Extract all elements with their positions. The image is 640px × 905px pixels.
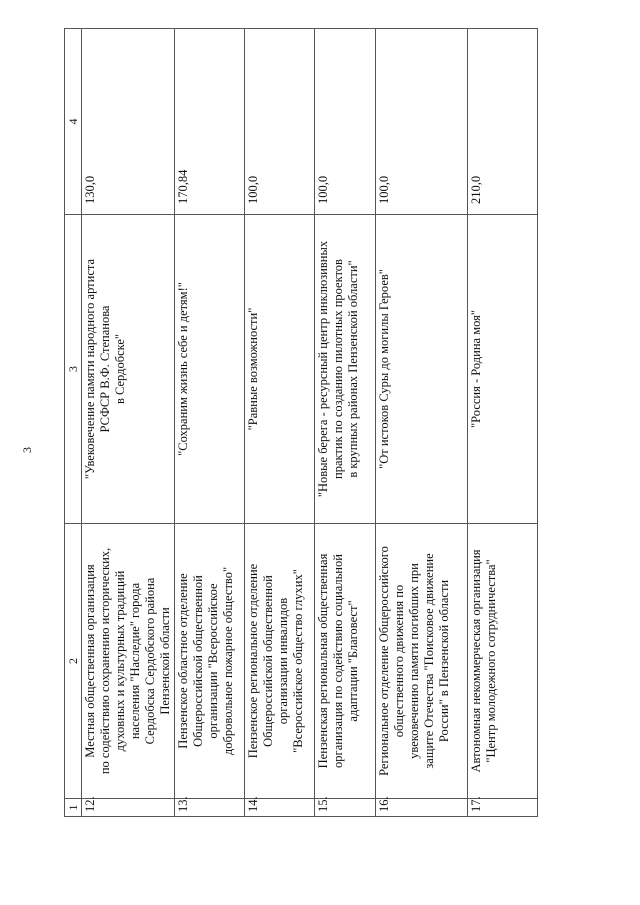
project-line: "Новые берега - ресурсный центр инклюзивных — [316, 240, 330, 498]
project-line: в крупных районах Пензенской области" — [346, 260, 360, 478]
project-cell — [175, 215, 245, 524]
organization-line: Общероссийской общественной — [191, 575, 205, 747]
project-line: практик по созданию пилотных проектов — [331, 259, 345, 479]
project-line: "Россия - Родина моя" — [469, 310, 483, 428]
amount-cell: 100,0 — [315, 29, 376, 215]
project-line: в Сердобске" — [113, 333, 127, 405]
table-row — [82, 29, 175, 817]
organization-line: добровольное пожарное общество" — [221, 566, 235, 756]
table-row — [245, 29, 315, 817]
organization-cell — [82, 524, 175, 799]
organization-line: Общероссийской общественной — [261, 575, 275, 747]
organization-line: по содействию сохранению исторических, — [98, 547, 112, 775]
row-number: 12. — [82, 799, 175, 817]
organization-line: Сердобска Сердобского района — [143, 577, 157, 745]
organization-line: "Центр молодежного сотрудничества" — [484, 559, 498, 763]
organization-line: организация по содействию социальной — [331, 554, 345, 768]
organization-line: Пензенское областное отделение — [176, 573, 190, 749]
row-number: 17. — [468, 799, 538, 817]
organization-line: духовных и культурных традиций — [113, 570, 127, 752]
organization-line: Пензенское региональное отделение — [246, 563, 260, 759]
organization-line: Пензенская региональная общественная — [316, 553, 330, 769]
organization-line: Региональное отделение Общероссийского — [377, 546, 391, 776]
organization-line: организации инвалидов — [276, 597, 290, 725]
organization-line: Автономная некоммерческая организация — [469, 549, 483, 773]
organization-cell — [175, 524, 245, 799]
amount-cell: 100,0 — [376, 29, 468, 215]
project-line: "От истоков Суры до могилы Героев" — [377, 269, 391, 469]
organization-cell — [315, 524, 376, 799]
organization-line: "Всероссийское общество глухих" — [291, 569, 305, 753]
table-row — [175, 29, 245, 817]
column-header: 3 — [65, 215, 82, 524]
table-row — [468, 29, 538, 817]
document-page — [20, 15, 620, 885]
project-cell — [245, 215, 315, 524]
organization-cell — [376, 524, 468, 799]
organization-line: адаптации "Благовест" — [346, 600, 360, 722]
organization-line: России" в Пензенской области — [437, 579, 451, 743]
organization-line: защите Отечества "Поисковое движение — [422, 553, 436, 769]
project-line: "Увековечение памяти народного артиста — [83, 258, 97, 480]
project-line: "Равные возможности" — [246, 307, 260, 431]
row-number: 14. — [245, 799, 315, 817]
organization-cell — [245, 524, 315, 799]
column-header: 1 — [65, 799, 82, 817]
header-row — [65, 29, 82, 817]
organization-cell — [468, 524, 538, 799]
table-row — [315, 29, 376, 817]
row-number: 16. — [376, 799, 468, 817]
amount-cell: 170,84 — [175, 29, 245, 215]
project-cell — [82, 215, 175, 524]
organization-line: общественного движения по — [392, 584, 406, 738]
organization-line: населения "Наследие" города — [128, 582, 142, 740]
organization-line: организации "Всероссийское — [206, 583, 220, 739]
project-cell — [468, 215, 538, 524]
project-line: "Сохраним жизнь себе и детям!" — [176, 282, 190, 456]
grants-table — [64, 28, 538, 817]
project-cell — [376, 215, 468, 524]
column-header: 4 — [65, 29, 82, 215]
page-number: 3 — [20, 447, 34, 453]
organization-line: увековечению памяти погибших при — [407, 563, 421, 759]
table-body — [82, 29, 538, 817]
row-number: 15. — [315, 799, 376, 817]
amount-cell: 100,0 — [245, 29, 315, 215]
row-number: 13. — [175, 799, 245, 817]
column-header: 2 — [65, 524, 82, 799]
organization-line: Пензенской области — [158, 607, 172, 715]
amount-cell: 210,0 — [468, 29, 538, 215]
project-cell — [315, 215, 376, 524]
project-line: РСФСР В.Ф. Степанова — [98, 305, 112, 433]
table-row — [376, 29, 468, 817]
organization-line: Местная общественная организация — [83, 564, 97, 758]
amount-cell: 130,0 — [82, 29, 175, 215]
